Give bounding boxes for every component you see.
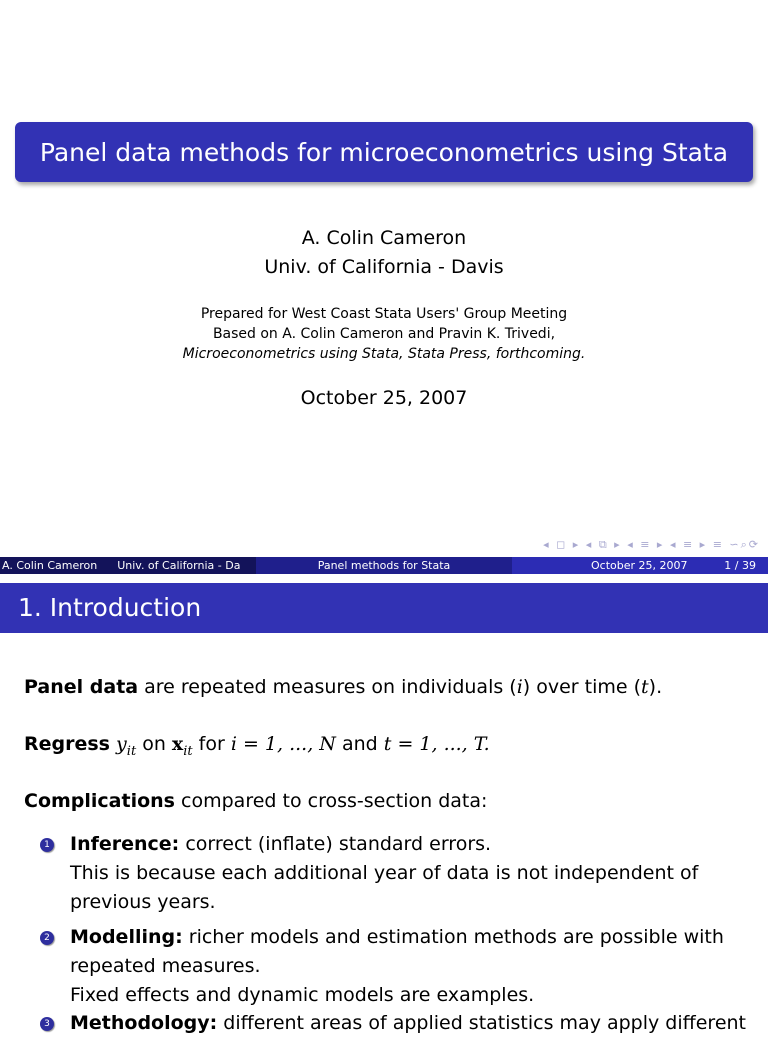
math-range-t: t = 1, ..., T. [383,733,490,755]
math-sub-it: it [126,743,137,759]
author-affiliation: Univ. of California - Davis [264,256,504,278]
text: compared to cross-section data: [175,790,488,812]
term-regress: Regress [24,733,110,755]
footer-bar [0,557,768,574]
paragraph-complications [24,790,487,812]
list-item [40,830,750,917]
term-complications: Complications [24,790,175,812]
term-panel-data: Panel data [24,676,139,698]
author-block [0,224,768,282]
math-t: t [641,676,649,698]
frame-title [0,583,768,633]
item-line1: different areas of applied statistics may apply different [217,1012,746,1034]
text: ) over time ( [522,676,642,698]
text: and [335,733,384,755]
math-sub-it: it [183,743,193,759]
frame-title-text: 1. Introduction [18,593,202,622]
based-on: Based on A. Colin Cameron and Pravin K. Trivedi, [212,326,556,342]
math-x-bold: x [171,733,184,755]
paragraph-regress [24,733,490,759]
item-term: Modelling: [70,926,183,948]
item-line2: This is because each additional year of data is not independent of previous years. [70,862,699,913]
enumeration-badge: 2 [40,931,54,945]
item-line1: richer models and estimation methods are possible with repeated measures. [70,926,724,977]
slide-title [15,122,753,182]
footer-title-segment [256,557,512,574]
paragraph-panel-data [24,676,662,698]
item-line1: correct (inflate) standard errors. [179,833,492,855]
text: are repeated measures on individuals ( [138,676,517,698]
prepared-block [0,304,768,364]
author-name: A. Colin Cameron [301,227,467,249]
footer-page-number: 1 / 39 [724,559,756,572]
footer-date: October 25, 2007 [591,559,688,572]
math-y: y [116,733,127,755]
book-reference: Microeconometrics using Stata, Stata Press, forthcoming. [182,346,586,362]
footer-author: A. Colin Cameron [2,559,98,572]
enumeration-badge: 3 [40,1017,54,1031]
enumeration-badge: 1 [40,838,54,852]
math-range-i: i = 1, ..., N [230,733,336,755]
footer-affiliation: Univ. of California - Da [117,559,241,572]
slide-title-text: Panel data methods for microeconometrics using Stata [39,137,729,167]
math-i: i [516,676,523,698]
item-line2: Fixed effects and dynamic models are examples. [70,984,535,1006]
footer-date-segment [512,557,768,574]
item-term: Methodology: [70,1012,218,1034]
list-item [40,923,750,1010]
beamer-navigation-icons[interactable]: ◂ ◻ ▸ ◂ ⧉ ▸ ◂ ≡ ▸ ◂ ≡ ▸ ≡ ∽⌕⟳ [543,538,760,551]
text: on [136,733,172,755]
footer-short-title: Panel methods for Stata [317,559,451,572]
footer-author-segment [0,557,256,574]
slide-date: October 25, 2007 [300,387,468,409]
text: ). [648,676,663,698]
text: for [192,733,231,755]
prepared-for: Prepared for West Coast Stata Users' Group Meeting [200,306,568,322]
item-term: Inference: [70,833,180,855]
